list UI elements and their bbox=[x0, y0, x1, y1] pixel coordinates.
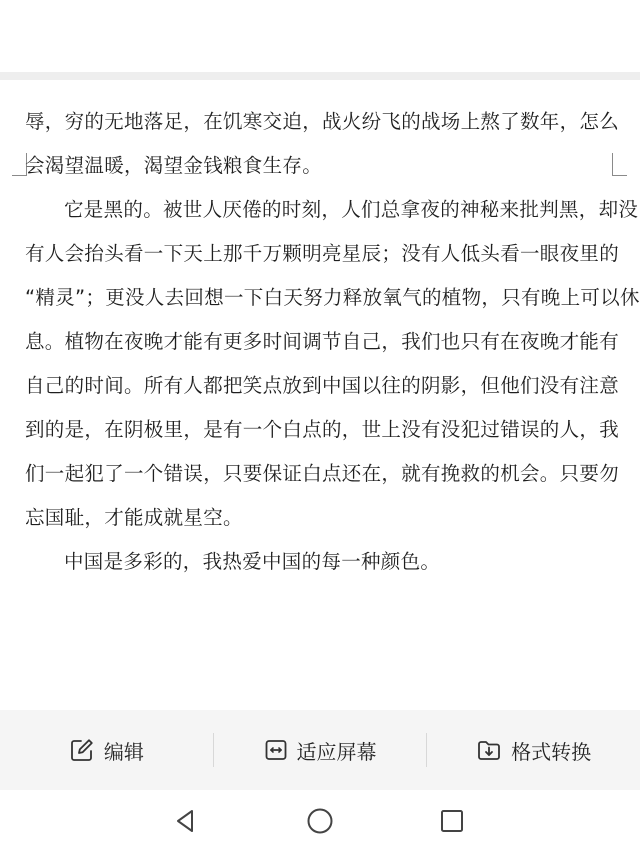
system-navigation-bar bbox=[0, 790, 640, 856]
document-line: 中国是多彩的，我热爱中国的每一种颜色。 bbox=[64, 550, 441, 573]
document-line: 自己的时间。所有人都把笑点放到中国以往的阴影，但他们没有注意 bbox=[25, 374, 620, 397]
document-line: 息。植物在夜晚才能有更多时间调节自己，我们也只有在夜晚才能有 bbox=[25, 330, 620, 353]
fit-screen-button[interactable] bbox=[214, 710, 427, 790]
document-line: 忘国耻，才能成就星空。 bbox=[25, 506, 243, 529]
document-line: 会渴望温暖，渴望金钱粮食生存。 bbox=[25, 154, 323, 177]
document-line: “精灵”；更没人去回想一下白天努力释放氧气的植物，只有晚上可以休 bbox=[25, 286, 640, 309]
bottom-toolbar bbox=[0, 710, 640, 790]
back-button[interactable] bbox=[166, 803, 206, 843]
top-area bbox=[0, 0, 640, 72]
convert-format-label: 格式转换 bbox=[511, 739, 592, 764]
convert-format-button[interactable] bbox=[427, 710, 640, 790]
document-line: 到的是，在阴极里，是有一个白点的，世上没有没犯过错误的人，我 bbox=[25, 418, 620, 441]
recents-button[interactable] bbox=[432, 803, 472, 843]
document-body bbox=[25, 100, 640, 584]
document-line: 辱，穷的无地落足，在饥寒交迫，战火纷飞的战场上熬了数年，怎么 bbox=[25, 110, 620, 133]
edit-icon bbox=[69, 737, 95, 763]
fit-screen-label: 适应屏幕 bbox=[296, 739, 377, 764]
edit-label: 编辑 bbox=[103, 739, 144, 764]
back-triangle-icon bbox=[172, 807, 200, 839]
convert-format-icon bbox=[476, 738, 502, 762]
home-circle-icon bbox=[306, 807, 334, 839]
fit-screen-icon bbox=[264, 738, 288, 762]
document-line: 它是黑的。被世人厌倦的时刻，人们总拿夜的神秘来批判黑，却没 bbox=[64, 198, 639, 221]
edit-button[interactable] bbox=[0, 710, 213, 790]
page-gap bbox=[0, 72, 640, 80]
recents-square-icon bbox=[438, 807, 466, 839]
document-line: 们一起犯了一个错误，只要保证白点还在，就有挽救的机会。只要勿 bbox=[25, 462, 620, 485]
document-line: 有人会抬头看一下天上那千万颗明亮星辰；没有人低头看一眼夜里的 bbox=[25, 242, 620, 265]
home-button[interactable] bbox=[300, 803, 340, 843]
